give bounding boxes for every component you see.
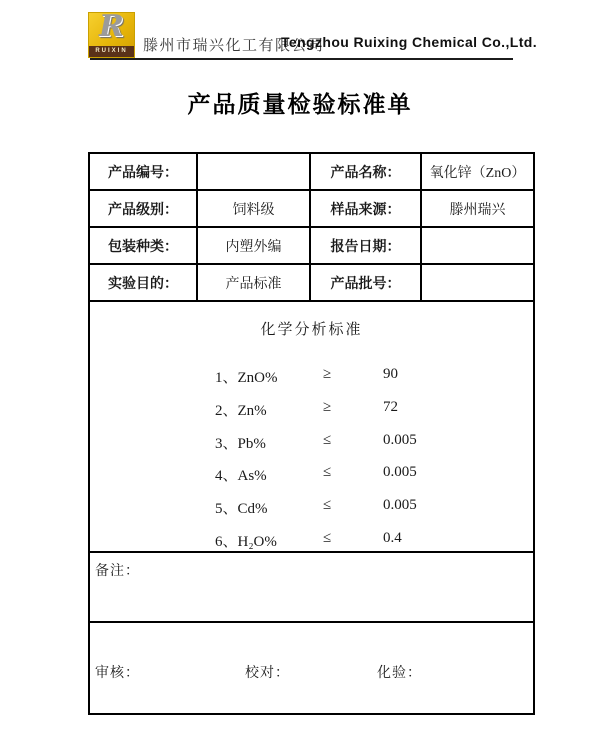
- field-value-product-grade: 饲料级: [198, 191, 311, 226]
- greater-equal-symbol: ≥: [323, 399, 332, 415]
- company-logo: [88, 9, 135, 58]
- analysis-item: [90, 399, 533, 419]
- field-value-report-date: [422, 228, 533, 263]
- field-value-package-type: 内塑外编: [198, 228, 311, 263]
- analysis-item-value: 72: [383, 399, 398, 415]
- signature-section: [90, 623, 533, 713]
- field-value-product-name: 氧化锌（ZnO）: [429, 165, 526, 181]
- field-label-report-date: 报告日期：: [311, 228, 422, 263]
- remarks-section: [90, 553, 533, 623]
- field-label-product-name: 产品名称：: [311, 154, 422, 189]
- analysis-item-name: 1、ZnO%: [215, 370, 278, 386]
- analysis-item: [90, 464, 533, 484]
- audit-label: 审核：: [95, 666, 140, 681]
- field-label-product-grade: 产品级别：: [90, 191, 198, 226]
- chemical-analysis-heading: 化学分析标准: [260, 322, 363, 338]
- field-value-batch-number: [422, 265, 533, 300]
- analysis-item-name: 4、As%: [215, 468, 267, 484]
- field-label-sample-source: 样品来源：: [311, 191, 422, 226]
- analysis-item-name: 5、Cd%: [215, 501, 268, 517]
- header-divider: [90, 58, 513, 60]
- less-equal-symbol: ≤: [323, 530, 332, 546]
- less-equal-symbol: ≤: [323, 432, 332, 448]
- lab-test-label: 化验：: [377, 666, 422, 681]
- analysis-item: [90, 432, 533, 452]
- logo-brand-band: RUIXIN: [89, 46, 134, 57]
- analysis-item-name: 2、Zn%: [215, 403, 267, 419]
- field-label-product-code: 产品编号：: [90, 154, 198, 189]
- table-row: [90, 265, 533, 302]
- analysis-item-value: 0.005: [383, 432, 417, 448]
- proofread-label: 校对：: [245, 666, 290, 681]
- greater-equal-symbol: ≥: [323, 366, 332, 382]
- remarks-label: 备注：: [95, 564, 140, 579]
- inspection-sheet-table: [88, 152, 535, 715]
- table-row: [90, 191, 533, 228]
- less-equal-symbol: ≤: [323, 497, 332, 513]
- analysis-item: [90, 366, 533, 386]
- logo-r-monogram: R: [99, 9, 124, 44]
- field-label-package-type: 包装种类：: [90, 228, 198, 263]
- analysis-item-name: 3、Pb%: [215, 436, 266, 452]
- field-label-batch-number: 产品批号：: [311, 265, 422, 300]
- page-title: 产品质量检验标准单: [187, 91, 413, 117]
- table-row: [90, 228, 533, 265]
- analysis-item-value: 0.005: [383, 497, 417, 513]
- company-name-english: Tengzhou Ruixing Chemical Co.,Ltd.: [281, 34, 538, 50]
- field-label-test-purpose: 实验目的：: [90, 265, 198, 300]
- field-value-product-code: [198, 154, 311, 189]
- analysis-item-name: 6、H₂O%: [215, 534, 277, 550]
- table-row: [90, 154, 533, 191]
- company-name-chinese: 滕州市瑞兴化工有限公司: [143, 38, 325, 54]
- analysis-item-value: 90: [383, 366, 398, 382]
- chemical-analysis-section: [90, 302, 533, 553]
- field-value-sample-source: 滕州瑞兴: [449, 202, 506, 218]
- analysis-item-value: 0.005: [383, 464, 417, 480]
- analysis-item: [90, 530, 533, 550]
- analysis-item-value: 0.4: [383, 530, 402, 546]
- less-equal-symbol: ≤: [323, 464, 332, 480]
- analysis-item: [90, 497, 533, 517]
- field-value-test-purpose: 产品标准: [198, 265, 311, 300]
